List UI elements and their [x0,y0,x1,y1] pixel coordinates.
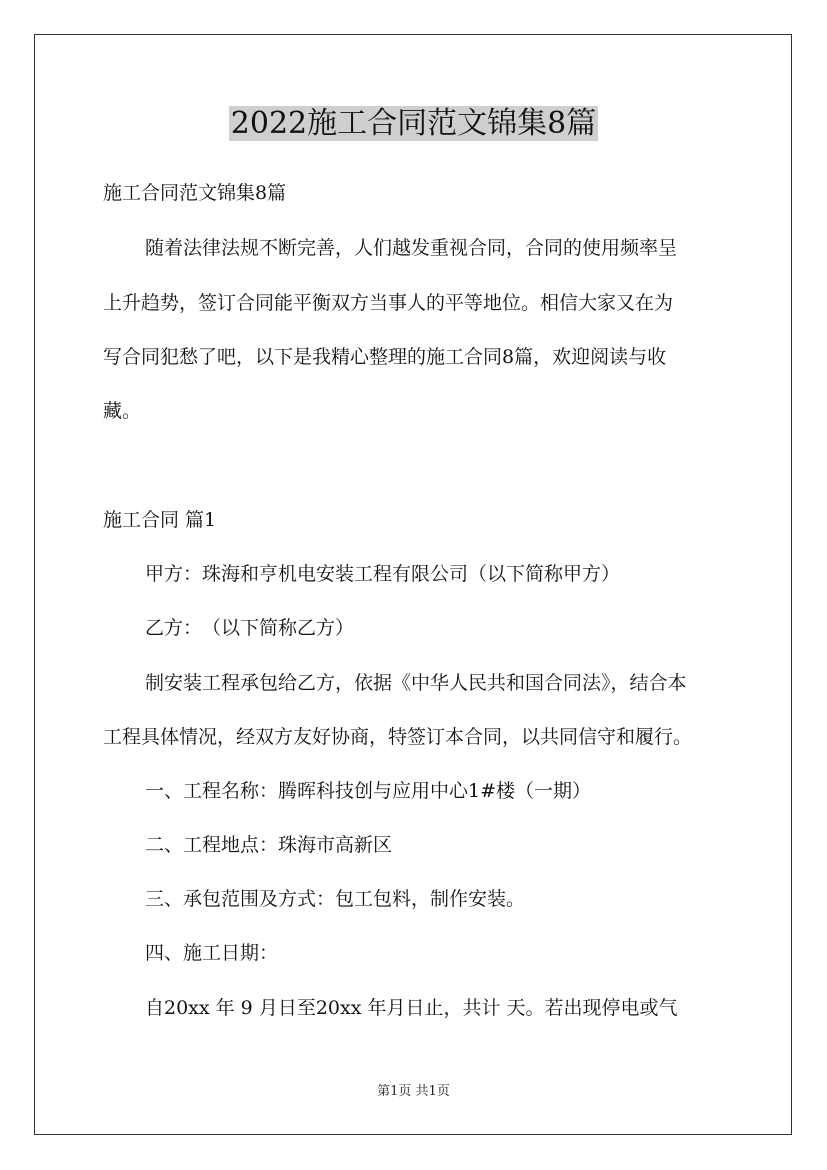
contract-paragraph-line: 制安装工程承包给乙方，依据《中华人民共和国合同法》，结合本 [145,672,687,694]
contract-paragraph-line: 工程具体情况，经双方友好协商，特签订本合同，以共同信守和履行。 [103,726,693,748]
intro-paragraph-line: 藏。 [103,400,142,422]
party-a-line: 甲方：珠海和亨机电安装工程有限公司（以下简称甲方） [145,563,621,585]
page-footer: 第1页 共1页 [377,1084,450,1099]
intro-paragraph-line: 上升趋势，签订合同能平衡双方当事人的平等地位。相信大家又在为 [103,292,674,314]
section-heading: 施工合同 篇1 [103,509,217,531]
subtitle-line: 施工合同范文锦集8篇 [103,182,287,204]
clause-schedule-detail: 自20xx 年 9 月日至20xx 年月日止，共计 天。若出现停电或气 [145,997,678,1019]
intro-paragraph-line: 写合同犯愁了吧，以下是我精心整理的施工合同8篇，欢迎阅读与收 [103,346,667,368]
party-b-line: 乙方： （以下简称乙方） [145,617,355,639]
clause-project-name: 一、工程名称：腾晖科技创与应用中心1#楼（一期） [145,780,592,802]
intro-paragraph-line: 随着法律法规不断完善，人们越发重视合同，合同的使用频率呈 [145,237,678,259]
document-title: 2022施工合同范文锦集8篇 [230,106,597,141]
clause-project-location: 二、工程地点：珠海市高新区 [145,834,393,856]
clause-schedule: 四、施工日期： [145,942,279,964]
clause-scope: 三、承包范围及方式：包工包料，制作安装。 [145,888,526,910]
